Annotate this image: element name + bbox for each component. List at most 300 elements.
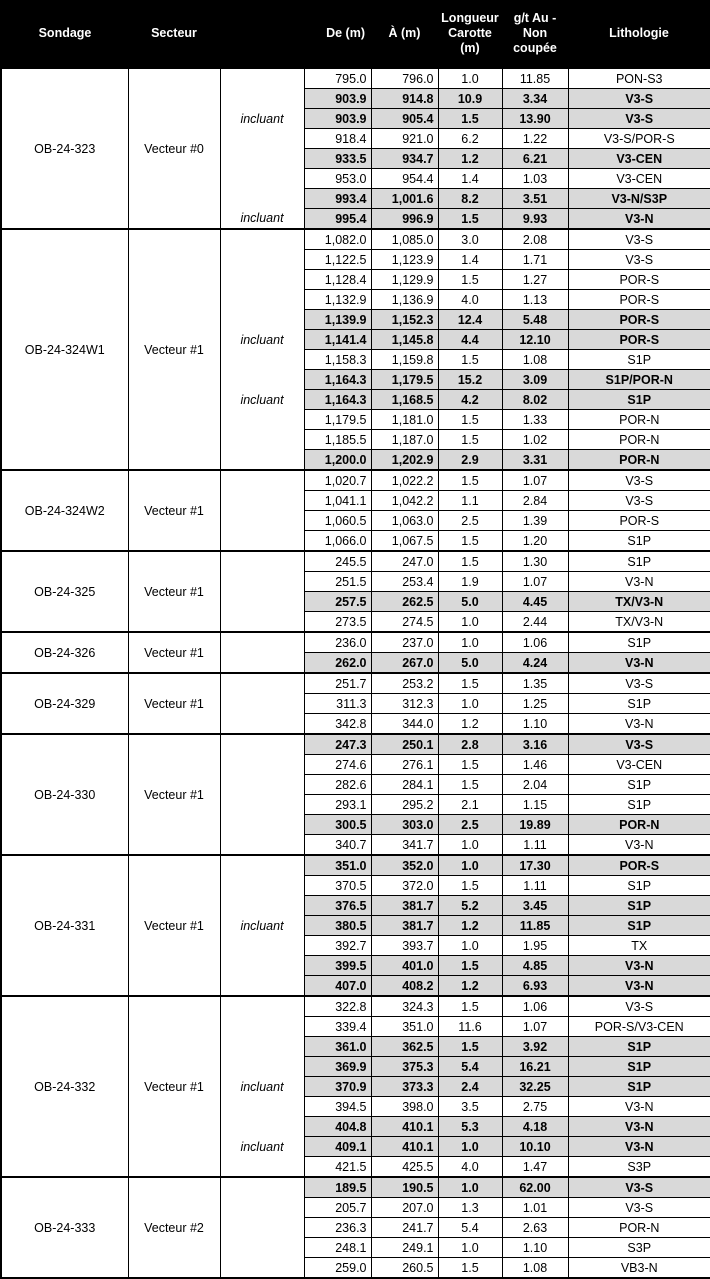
cell-lithologie: TX/V3-N — [568, 612, 710, 633]
cell-au: 1.08 — [502, 350, 568, 370]
cell-de: 370.5 — [304, 876, 371, 896]
cell-incluant — [220, 976, 304, 997]
cell-incluant — [220, 855, 304, 876]
cell-a: 341.7 — [371, 835, 438, 856]
cell-a: 410.1 — [371, 1117, 438, 1137]
cell-de: 1,141.4 — [304, 330, 371, 350]
cell-a: 351.0 — [371, 1017, 438, 1037]
cell-au: 1.06 — [502, 996, 568, 1017]
header-secteur: Secteur — [128, 0, 220, 68]
cell-de: 1,082.0 — [304, 229, 371, 250]
cell-lithologie: S1P — [568, 1037, 710, 1057]
header-de: De (m) — [304, 0, 371, 68]
cell-longueur: 1.0 — [438, 1137, 502, 1157]
cell-de: 1,185.5 — [304, 430, 371, 450]
cell-longueur: 5.0 — [438, 653, 502, 674]
cell-au: 1.02 — [502, 430, 568, 450]
cell-secteur: Vecteur #2 — [128, 1177, 220, 1278]
cell-incluant — [220, 572, 304, 592]
cell-incluant: incluant — [220, 109, 304, 129]
cell-a: 954.4 — [371, 169, 438, 189]
cell-longueur: 3.5 — [438, 1097, 502, 1117]
cell-au: 2.08 — [502, 229, 568, 250]
cell-a: 274.5 — [371, 612, 438, 633]
cell-incluant — [220, 714, 304, 735]
cell-a: 398.0 — [371, 1097, 438, 1117]
cell-lithologie: S1P — [568, 350, 710, 370]
cell-incluant: incluant — [220, 390, 304, 410]
cell-de: 251.7 — [304, 673, 371, 694]
cell-longueur: 1.5 — [438, 1258, 502, 1279]
cell-longueur: 6.2 — [438, 129, 502, 149]
cell-de: 282.6 — [304, 775, 371, 795]
cell-a: 1,129.9 — [371, 270, 438, 290]
cell-longueur: 5.2 — [438, 896, 502, 916]
cell-lithologie: POR-S — [568, 270, 710, 290]
cell-longueur: 1.0 — [438, 632, 502, 653]
cell-au: 1.22 — [502, 129, 568, 149]
cell-incluant — [220, 290, 304, 310]
cell-incluant — [220, 734, 304, 755]
cell-au: 3.92 — [502, 1037, 568, 1057]
cell-longueur: 1.3 — [438, 1198, 502, 1218]
cell-de: 421.5 — [304, 1157, 371, 1178]
cell-lithologie: POR-S — [568, 290, 710, 310]
cell-a: 344.0 — [371, 714, 438, 735]
cell-de: 1,164.3 — [304, 390, 371, 410]
cell-longueur: 5.0 — [438, 592, 502, 612]
cell-longueur: 4.0 — [438, 290, 502, 310]
cell-au: 1.30 — [502, 551, 568, 572]
cell-secteur: Vecteur #1 — [128, 996, 220, 1177]
cell-longueur: 1.4 — [438, 169, 502, 189]
cell-de: 340.7 — [304, 835, 371, 856]
cell-a: 1,042.2 — [371, 491, 438, 511]
cell-incluant — [220, 1017, 304, 1037]
cell-a: 241.7 — [371, 1218, 438, 1238]
cell-longueur: 2.8 — [438, 734, 502, 755]
cell-lithologie: V3-N — [568, 835, 710, 856]
cell-longueur: 1.0 — [438, 855, 502, 876]
table-row — [1, 855, 710, 876]
cell-a: 1,202.9 — [371, 450, 438, 471]
cell-lithologie: S1P — [568, 1077, 710, 1097]
table-row — [1, 68, 710, 89]
cell-de: 369.9 — [304, 1057, 371, 1077]
cell-lithologie: S3P — [568, 1238, 710, 1258]
cell-lithologie: V3-S — [568, 229, 710, 250]
cell-lithologie: V3-S — [568, 491, 710, 511]
cell-au: 1.10 — [502, 714, 568, 735]
cell-longueur: 5.4 — [438, 1057, 502, 1077]
cell-incluant — [220, 470, 304, 491]
cell-lithologie: S1P — [568, 531, 710, 552]
cell-a: 207.0 — [371, 1198, 438, 1218]
cell-longueur: 2.9 — [438, 450, 502, 471]
cell-au: 13.90 — [502, 109, 568, 129]
cell-incluant — [220, 531, 304, 552]
cell-de: 236.3 — [304, 1218, 371, 1238]
cell-a: 375.3 — [371, 1057, 438, 1077]
cell-lithologie: POR-S — [568, 511, 710, 531]
cell-a: 408.2 — [371, 976, 438, 997]
cell-de: 293.1 — [304, 795, 371, 815]
cell-incluant: incluant — [220, 330, 304, 350]
header-blank — [220, 0, 304, 68]
cell-incluant: incluant — [220, 1077, 304, 1097]
table-row — [1, 551, 710, 572]
cell-lithologie: V3-N — [568, 1117, 710, 1137]
cell-incluant: incluant — [220, 916, 304, 936]
cell-de: 1,132.9 — [304, 290, 371, 310]
cell-longueur: 1.5 — [438, 551, 502, 572]
table-row — [1, 673, 710, 694]
cell-lithologie: V3-S — [568, 996, 710, 1017]
cell-au: 1.20 — [502, 531, 568, 552]
cell-sondage: OB-24-331 — [1, 855, 128, 996]
cell-longueur: 1.0 — [438, 936, 502, 956]
table-row — [1, 734, 710, 755]
cell-au: 3.31 — [502, 450, 568, 471]
cell-au: 2.44 — [502, 612, 568, 633]
cell-au: 1.35 — [502, 673, 568, 694]
cell-a: 303.0 — [371, 815, 438, 835]
cell-incluant — [220, 250, 304, 270]
cell-lithologie: S1P/POR-N — [568, 370, 710, 390]
cell-au: 1.06 — [502, 632, 568, 653]
cell-lithologie: V3-CEN — [568, 755, 710, 775]
cell-de: 300.5 — [304, 815, 371, 835]
cell-incluant — [220, 169, 304, 189]
cell-incluant — [220, 68, 304, 89]
cell-lithologie: V3-S — [568, 734, 710, 755]
cell-sondage: OB-24-326 — [1, 632, 128, 673]
cell-lithologie: POR-S — [568, 330, 710, 350]
cell-lithologie: S1P — [568, 632, 710, 653]
cell-a: 1,123.9 — [371, 250, 438, 270]
cell-au: 3.16 — [502, 734, 568, 755]
cell-longueur: 1.5 — [438, 109, 502, 129]
cell-incluant — [220, 1258, 304, 1279]
cell-de: 245.5 — [304, 551, 371, 572]
cell-lithologie: POR-N — [568, 410, 710, 430]
cell-au: 10.10 — [502, 1137, 568, 1157]
cell-secteur: Vecteur #1 — [128, 673, 220, 734]
cell-longueur: 5.3 — [438, 1117, 502, 1137]
cell-a: 393.7 — [371, 936, 438, 956]
cell-incluant — [220, 673, 304, 694]
cell-a: 381.7 — [371, 916, 438, 936]
cell-a: 996.9 — [371, 209, 438, 230]
cell-longueur: 1.5 — [438, 470, 502, 491]
cell-de: 370.9 — [304, 1077, 371, 1097]
cell-a: 312.3 — [371, 694, 438, 714]
cell-a: 249.1 — [371, 1238, 438, 1258]
cell-longueur: 1.5 — [438, 270, 502, 290]
cell-de: 1,128.4 — [304, 270, 371, 290]
cell-incluant — [220, 370, 304, 390]
cell-a: 352.0 — [371, 855, 438, 876]
cell-longueur: 1.5 — [438, 755, 502, 775]
cell-a: 250.1 — [371, 734, 438, 755]
cell-de: 273.5 — [304, 612, 371, 633]
cell-au: 4.24 — [502, 653, 568, 674]
cell-au: 3.51 — [502, 189, 568, 209]
cell-de: 995.4 — [304, 209, 371, 230]
cell-sondage: OB-24-324W2 — [1, 470, 128, 551]
cell-a: 262.5 — [371, 592, 438, 612]
cell-lithologie: S1P — [568, 694, 710, 714]
cell-incluant — [220, 310, 304, 330]
cell-au: 1.07 — [502, 572, 568, 592]
cell-au: 1.25 — [502, 694, 568, 714]
cell-longueur: 2.5 — [438, 511, 502, 531]
cell-lithologie: V3-S — [568, 470, 710, 491]
cell-sondage: OB-24-324W1 — [1, 229, 128, 470]
cell-incluant — [220, 1117, 304, 1137]
cell-de: 262.0 — [304, 653, 371, 674]
cell-a: 1,168.5 — [371, 390, 438, 410]
cell-incluant — [220, 815, 304, 835]
cell-a: 372.0 — [371, 876, 438, 896]
table-row — [1, 996, 710, 1017]
cell-de: 361.0 — [304, 1037, 371, 1057]
cell-a: 253.2 — [371, 673, 438, 694]
cell-lithologie: POR-S — [568, 855, 710, 876]
cell-de: 1,041.1 — [304, 491, 371, 511]
cell-incluant — [220, 511, 304, 531]
cell-a: 1,181.0 — [371, 410, 438, 430]
cell-incluant — [220, 1057, 304, 1077]
header-longueur: Longueur Carotte (m) — [438, 0, 502, 68]
cell-a: 295.2 — [371, 795, 438, 815]
cell-au: 1.95 — [502, 936, 568, 956]
cell-de: 404.8 — [304, 1117, 371, 1137]
cell-au: 1.11 — [502, 876, 568, 896]
cell-longueur: 1.9 — [438, 572, 502, 592]
cell-lithologie: S1P — [568, 775, 710, 795]
cell-de: 1,066.0 — [304, 531, 371, 552]
cell-au: 1.07 — [502, 1017, 568, 1037]
cell-longueur: 1.0 — [438, 1238, 502, 1258]
cell-de: 933.5 — [304, 149, 371, 169]
cell-incluant: incluant — [220, 209, 304, 230]
cell-lithologie: S1P — [568, 390, 710, 410]
cell-a: 324.3 — [371, 996, 438, 1017]
cell-sondage: OB-24-325 — [1, 551, 128, 632]
cell-a: 905.4 — [371, 109, 438, 129]
cell-de: 409.1 — [304, 1137, 371, 1157]
header-au: g/t Au - Non coupée — [502, 0, 568, 68]
cell-a: 1,159.8 — [371, 350, 438, 370]
cell-de: 903.9 — [304, 89, 371, 109]
cell-a: 401.0 — [371, 956, 438, 976]
cell-secteur: Vecteur #1 — [128, 734, 220, 855]
cell-secteur: Vecteur #1 — [128, 470, 220, 551]
cell-de: 399.5 — [304, 956, 371, 976]
cell-secteur: Vecteur #1 — [128, 551, 220, 632]
cell-lithologie: V3-S/POR-S — [568, 129, 710, 149]
cell-au: 1.33 — [502, 410, 568, 430]
cell-lithologie: POR-N — [568, 430, 710, 450]
cell-longueur: 1.0 — [438, 835, 502, 856]
cell-longueur: 4.0 — [438, 1157, 502, 1178]
cell-longueur: 1.0 — [438, 68, 502, 89]
cell-incluant — [220, 653, 304, 674]
cell-lithologie: TX/V3-N — [568, 592, 710, 612]
cell-de: 1,020.7 — [304, 470, 371, 491]
cell-incluant — [220, 551, 304, 572]
cell-incluant — [220, 795, 304, 815]
header-row — [1, 0, 710, 68]
cell-longueur: 1.5 — [438, 996, 502, 1017]
cell-lithologie: POR-S — [568, 310, 710, 330]
header-lithologie: Lithologie — [568, 0, 710, 68]
cell-de: 953.0 — [304, 169, 371, 189]
cell-sondage: OB-24-323 — [1, 68, 128, 229]
cell-de: 1,122.5 — [304, 250, 371, 270]
cell-au: 12.10 — [502, 330, 568, 350]
cell-longueur: 1.0 — [438, 1177, 502, 1198]
cell-incluant — [220, 229, 304, 250]
cell-au: 16.21 — [502, 1057, 568, 1077]
cell-de: 1,200.0 — [304, 450, 371, 471]
cell-au: 4.45 — [502, 592, 568, 612]
cell-a: 1,145.8 — [371, 330, 438, 350]
cell-lithologie: V3-N — [568, 572, 710, 592]
cell-au: 17.30 — [502, 855, 568, 876]
cell-de: 993.4 — [304, 189, 371, 209]
table-row — [1, 1177, 710, 1198]
cell-incluant — [220, 835, 304, 856]
cell-de: 247.3 — [304, 734, 371, 755]
cell-au: 32.25 — [502, 1077, 568, 1097]
cell-longueur: 1.2 — [438, 149, 502, 169]
table-body — [1, 68, 710, 1278]
cell-lithologie: V3-CEN — [568, 169, 710, 189]
cell-longueur: 1.5 — [438, 430, 502, 450]
cell-au: 19.89 — [502, 815, 568, 835]
cell-a: 796.0 — [371, 68, 438, 89]
cell-de: 380.5 — [304, 916, 371, 936]
cell-au: 5.48 — [502, 310, 568, 330]
cell-de: 918.4 — [304, 129, 371, 149]
cell-de: 342.8 — [304, 714, 371, 735]
cell-lithologie: V3-N — [568, 1097, 710, 1117]
cell-incluant — [220, 1097, 304, 1117]
cell-longueur: 1.5 — [438, 1037, 502, 1057]
cell-a: 267.0 — [371, 653, 438, 674]
cell-de: 394.5 — [304, 1097, 371, 1117]
cell-lithologie: V3-S — [568, 89, 710, 109]
cell-lithologie: S1P — [568, 795, 710, 815]
cell-au: 3.09 — [502, 370, 568, 390]
cell-incluant — [220, 1177, 304, 1198]
cell-lithologie: S1P — [568, 1057, 710, 1077]
cell-a: 934.7 — [371, 149, 438, 169]
cell-de: 1,179.5 — [304, 410, 371, 430]
cell-incluant — [220, 189, 304, 209]
cell-lithologie: VB3-N — [568, 1258, 710, 1279]
cell-de: 322.8 — [304, 996, 371, 1017]
cell-au: 1.15 — [502, 795, 568, 815]
cell-de: 251.5 — [304, 572, 371, 592]
cell-de: 205.7 — [304, 1198, 371, 1218]
cell-a: 921.0 — [371, 129, 438, 149]
cell-lithologie: S3P — [568, 1157, 710, 1178]
cell-a: 1,001.6 — [371, 189, 438, 209]
cell-de: 274.6 — [304, 755, 371, 775]
cell-incluant — [220, 89, 304, 109]
cell-de: 1,158.3 — [304, 350, 371, 370]
cell-au: 6.21 — [502, 149, 568, 169]
cell-lithologie: S1P — [568, 876, 710, 896]
cell-incluant — [220, 350, 304, 370]
cell-longueur: 11.6 — [438, 1017, 502, 1037]
cell-au: 4.18 — [502, 1117, 568, 1137]
cell-longueur: 5.4 — [438, 1218, 502, 1238]
cell-longueur: 2.5 — [438, 815, 502, 835]
cell-incluant — [220, 1238, 304, 1258]
cell-incluant — [220, 755, 304, 775]
cell-longueur: 2.1 — [438, 795, 502, 815]
cell-incluant — [220, 1157, 304, 1178]
cell-incluant — [220, 450, 304, 471]
cell-longueur: 4.4 — [438, 330, 502, 350]
cell-au: 2.04 — [502, 775, 568, 795]
cell-incluant — [220, 896, 304, 916]
cell-lithologie: S1P — [568, 896, 710, 916]
cell-a: 373.3 — [371, 1077, 438, 1097]
cell-au: 2.63 — [502, 1218, 568, 1238]
cell-longueur: 1.5 — [438, 410, 502, 430]
cell-longueur: 4.2 — [438, 390, 502, 410]
cell-a: 260.5 — [371, 1258, 438, 1279]
cell-au: 3.45 — [502, 896, 568, 916]
cell-de: 311.3 — [304, 694, 371, 714]
cell-lithologie: PON-S3 — [568, 68, 710, 89]
cell-de: 339.4 — [304, 1017, 371, 1037]
cell-longueur: 10.9 — [438, 89, 502, 109]
cell-incluant — [220, 876, 304, 896]
cell-incluant — [220, 149, 304, 169]
cell-a: 410.1 — [371, 1137, 438, 1157]
cell-secteur: Vecteur #0 — [128, 68, 220, 229]
cell-au: 3.34 — [502, 89, 568, 109]
cell-lithologie: V3-S — [568, 1177, 710, 1198]
cell-a: 1,067.5 — [371, 531, 438, 552]
cell-lithologie: V3-N/S3P — [568, 189, 710, 209]
cell-lithologie: S1P — [568, 916, 710, 936]
cell-lithologie: V3-S — [568, 1198, 710, 1218]
cell-incluant — [220, 632, 304, 653]
cell-incluant — [220, 1037, 304, 1057]
cell-de: 1,060.5 — [304, 511, 371, 531]
cell-incluant — [220, 775, 304, 795]
cell-au: 1.10 — [502, 1238, 568, 1258]
cell-au: 62.00 — [502, 1177, 568, 1198]
cell-sondage: OB-24-329 — [1, 673, 128, 734]
cell-au: 8.02 — [502, 390, 568, 410]
header-sondage: Sondage — [1, 0, 128, 68]
cell-au: 1.71 — [502, 250, 568, 270]
cell-longueur: 1.5 — [438, 956, 502, 976]
cell-au: 1.07 — [502, 470, 568, 491]
cell-au: 2.75 — [502, 1097, 568, 1117]
cell-incluant: incluant — [220, 1137, 304, 1157]
cell-a: 276.1 — [371, 755, 438, 775]
cell-longueur: 1.2 — [438, 976, 502, 997]
